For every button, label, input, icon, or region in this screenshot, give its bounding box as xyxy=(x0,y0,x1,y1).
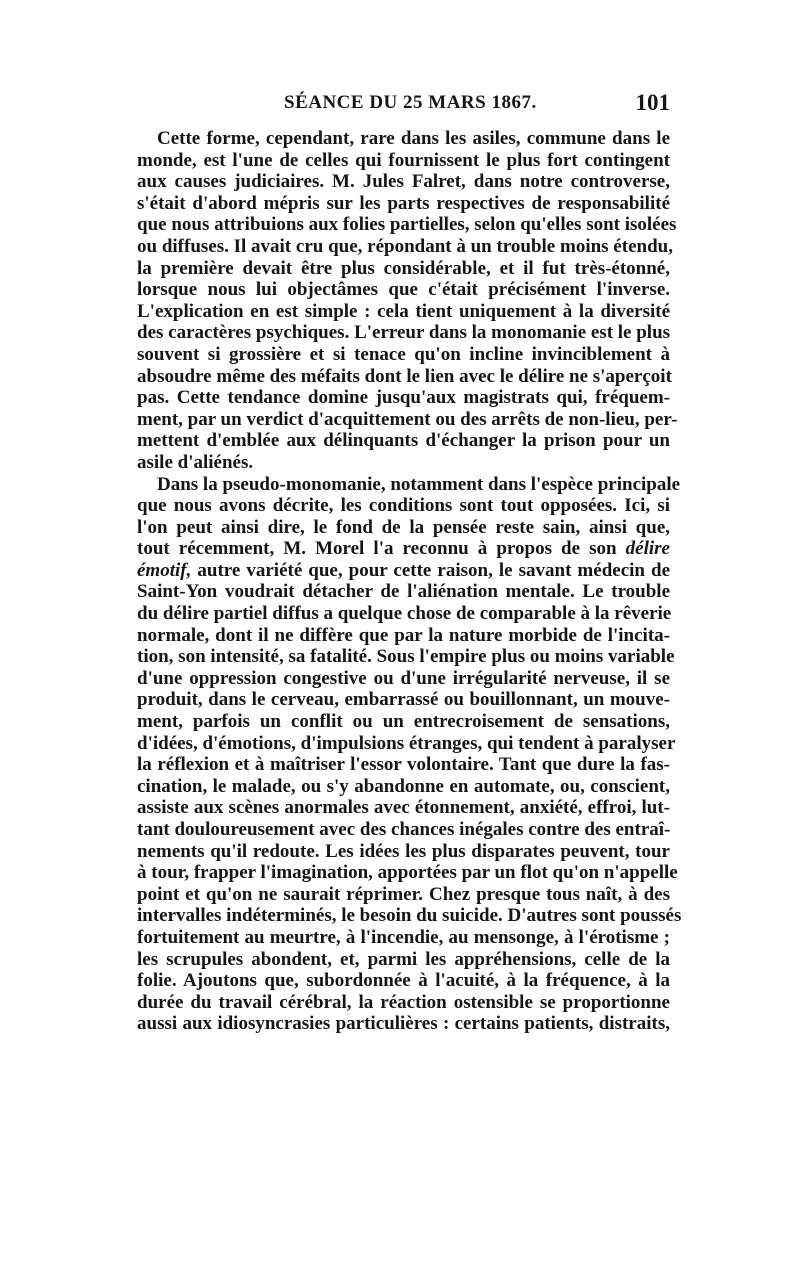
text-line: point et qu'on ne saurait réprimer. Chez presque tous naît, à des xyxy=(137,883,670,905)
text-line: normale, dont il ne diffère que par la nature morbide de l'incita- xyxy=(137,624,670,646)
text-line: aux causes judiciaires. M. Jules Falret, dans notre controverse, xyxy=(137,171,670,193)
text-line: ment, parfois un conflit ou un entrecroisement de sensations, xyxy=(137,711,670,733)
text-line: asile d'aliénés. xyxy=(137,451,254,473)
italic-term: délire xyxy=(625,538,670,560)
text-line: souvent si grossière et si tenace qu'on incline invinciblement à xyxy=(137,343,670,365)
text-line-with-italic xyxy=(137,560,670,582)
paragraph-2 xyxy=(137,473,682,1035)
text-line: assiste aux scènes anormales avec étonnement, anxiété, effroi, lut- xyxy=(137,797,670,819)
text-line: cination, le malade, ou s'y abandonne en automate, ou, conscient, xyxy=(137,775,670,797)
text-segment: tout récemment, M. Morel l'a reconnu à propos de son xyxy=(137,538,617,560)
text-line: ou diffuses. Il avait cru que, répondant à un trouble moins étendu, xyxy=(137,235,673,257)
text-line: du délire partiel diffus a quelque chose de comparable à la rêverie xyxy=(137,603,672,625)
text-line: mettent d'emblée aux délinquants d'échanger la prison pour un xyxy=(137,430,670,452)
text-line: intervalles indéterminés, le besoin du suicide. D'autres sont poussés xyxy=(137,905,682,927)
text-line: fortuitement au meurtre, à l'incendie, au mensonge, à l'érotisme ; xyxy=(137,926,670,948)
paragraph-1 xyxy=(137,128,678,474)
text-line: l'on peut ainsi dire, le fond de la pensée reste sain, ainsi que, xyxy=(137,516,670,538)
page-number: 101 xyxy=(635,90,670,115)
italic-term: émotif, xyxy=(137,559,192,581)
text-line: que nous attribuions aux folies partielles, selon qu'elles sont isolées xyxy=(137,214,677,236)
page-header xyxy=(137,92,670,122)
text-line-with-italic xyxy=(137,538,670,560)
text-line: Cette forme, cependant, rare dans les asiles, commune dans le xyxy=(157,128,670,149)
text-segment: autre variété que, pour cette raison, le savant médecin de xyxy=(197,559,671,581)
text-line: pas. Cette tendance domine jusqu'aux magistrats qui, fréquem- xyxy=(137,387,670,409)
text-line: folie. Ajoutons que, subordonnée à l'acuité, à la fréquence, à la xyxy=(137,970,670,992)
text-line: des caractères psychiques. L'erreur dans la monomanie est le plus xyxy=(137,322,671,344)
text-line: s'était d'abord mépris sur les parts respectives de responsabilité xyxy=(137,192,670,214)
text-line: les scrupules abondent, et, parmi les appréhensions, celle de la xyxy=(137,948,670,970)
text-line: d'idées, d'émotions, d'impulsions étranges, qui tendent à paralyser xyxy=(137,732,676,754)
text-line: L'explication en est simple : cela tient uniquement à la diversité xyxy=(137,300,670,322)
text-line: à tour, frapper l'imagination, apportées par un flot qu'on n'appelle xyxy=(137,862,678,884)
text-line: absoudre même des méfaits dont le lien avec le délire ne s'aperçoit xyxy=(137,365,672,387)
text-line: tion, son intensité, sa fatalité. Sous l'empire plus ou moins variable xyxy=(137,646,675,668)
text-line: aussi aux idiosyncrasies particulières : certains patients, distraits, xyxy=(137,1013,670,1035)
body-text xyxy=(137,128,682,1035)
running-title: SÉANCE DU 25 MARS 1867. xyxy=(284,92,537,113)
text-line: durée du travail cérébral, la réaction ostensible se proportionne xyxy=(137,991,670,1013)
text-line: monde, est l'une de celles qui fournissent le plus fort contingent xyxy=(137,149,670,171)
text-line: lorsque nous lui objectâmes que c'était précisément l'inverse. xyxy=(137,279,670,301)
text-line: tant douloureusement avec des chances inégales contre des entraî- xyxy=(137,819,671,840)
text-line: la réflexion et à maîtriser l'essor volontaire. Tant que dure la fas- xyxy=(137,754,670,776)
text-line: d'une oppression congestive ou d'une irrégularité nerveuse, il se xyxy=(137,667,670,689)
text-line: Dans la pseudo-monomanie, notamment dans l'espèce principale xyxy=(157,473,681,495)
text-line: nements qu'il redoute. Les idées les plus disparates peuvent, tour xyxy=(137,840,670,862)
text-line: que nous avons décrite, les conditions sont tout opposées. Ici, si xyxy=(137,495,670,517)
text-line: ment, par un verdict d'acquittement ou des arrêts de non-lieu, per- xyxy=(137,408,678,430)
text-line: la première devait être plus considérable, et il fut très-étonné, xyxy=(137,257,670,279)
text-line: Saint-Yon voudrait détacher de l'aliénation mentale. Le trouble xyxy=(137,581,670,603)
text-line: produit, dans le cerveau, embarrassé ou bouillonnant, un mouve- xyxy=(137,689,670,711)
